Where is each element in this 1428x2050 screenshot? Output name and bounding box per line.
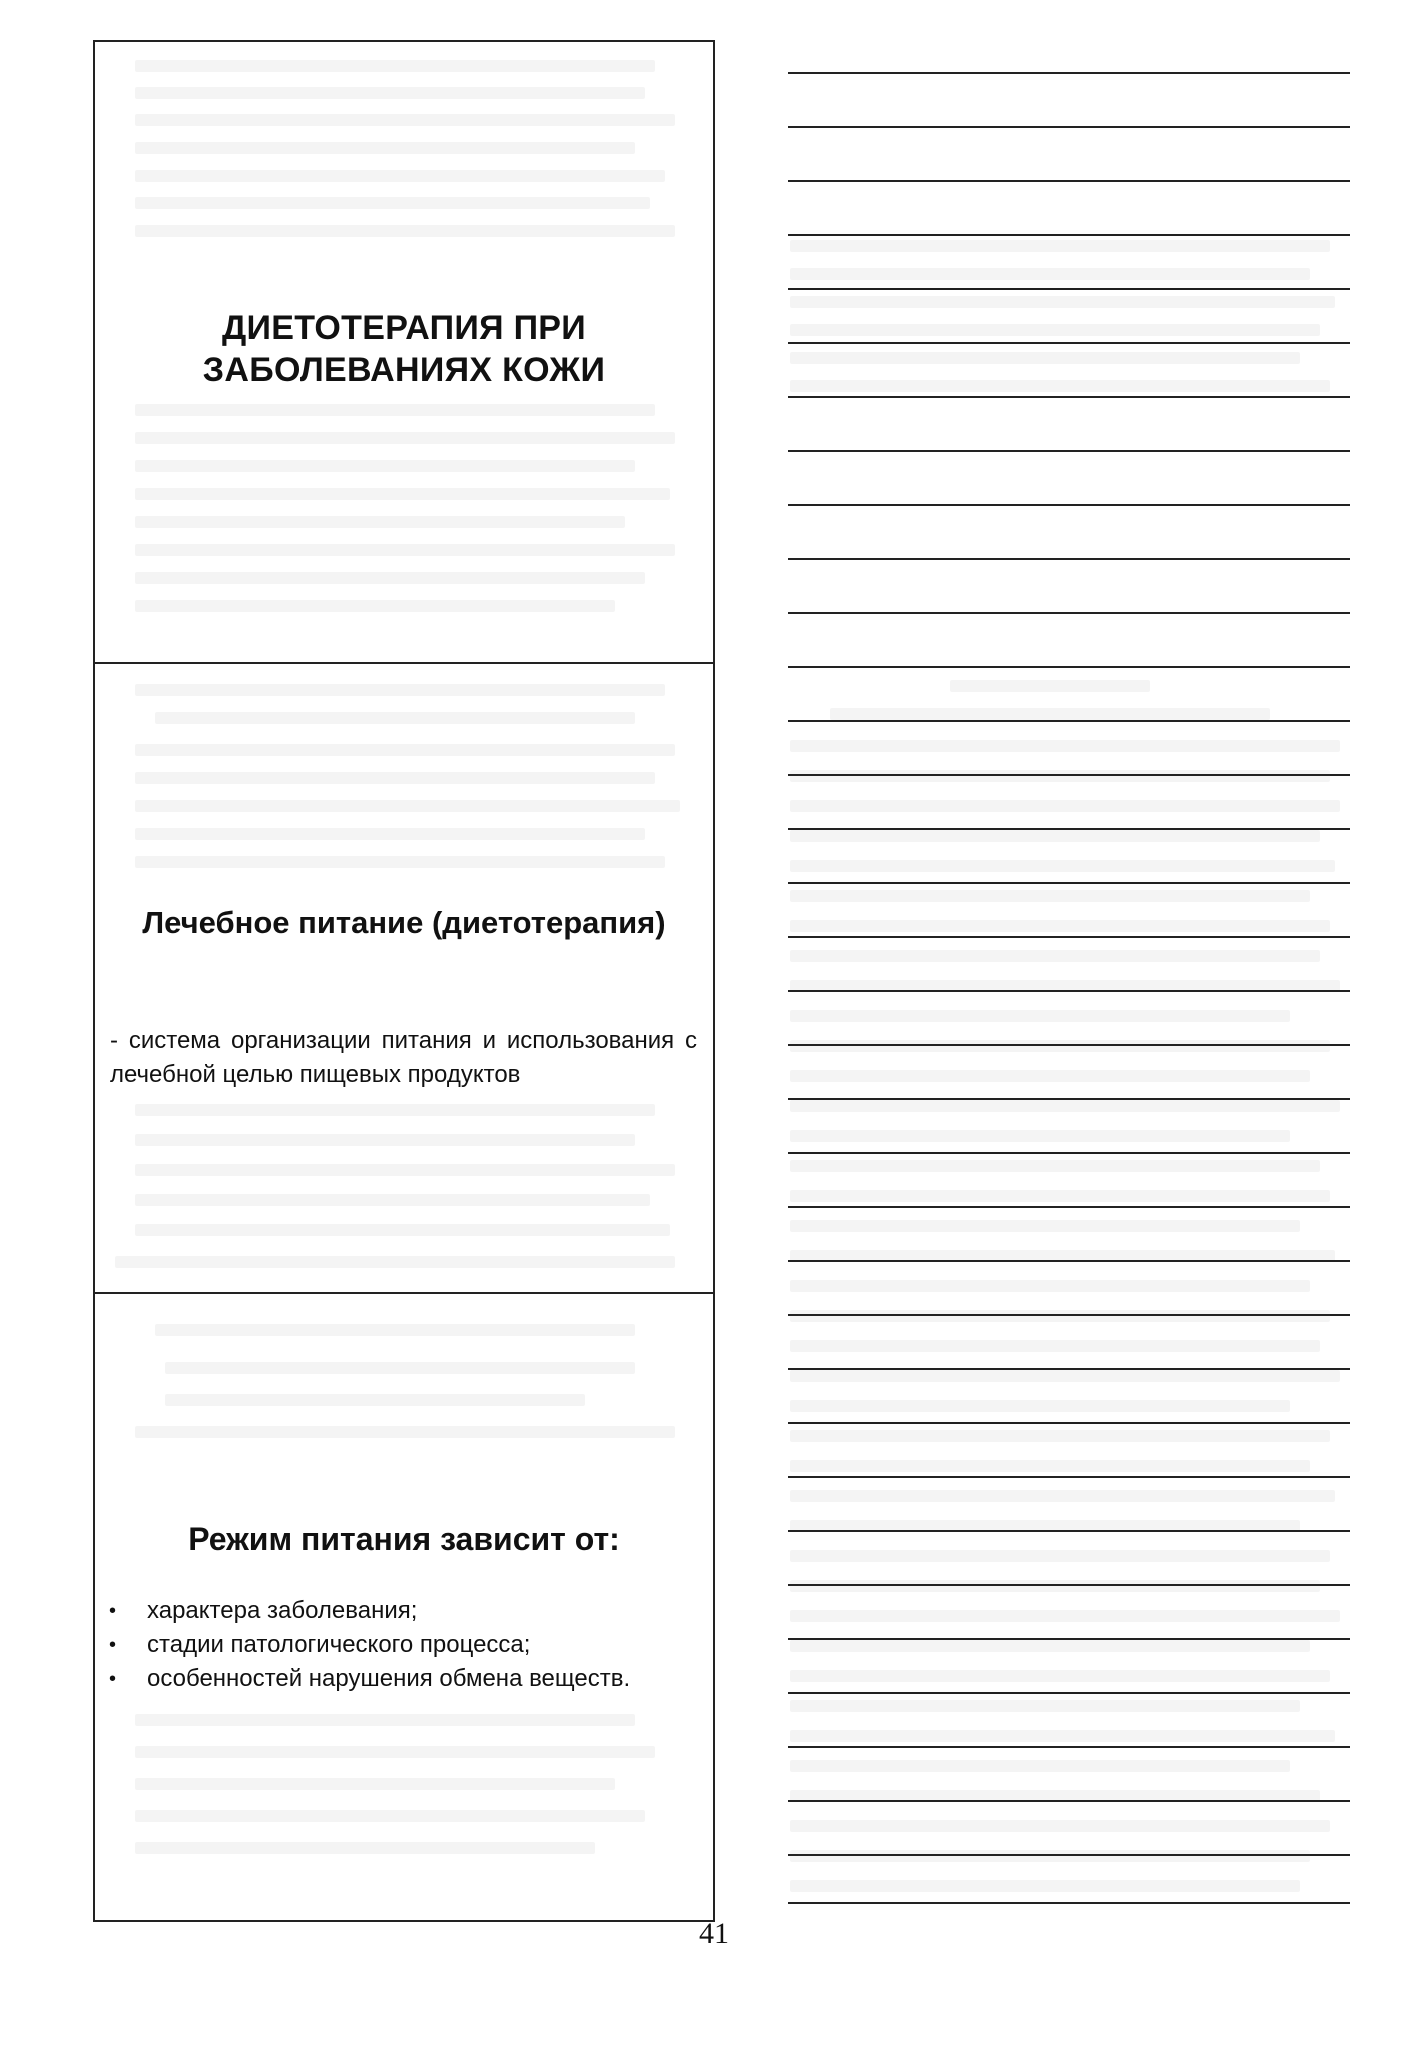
note-line — [788, 1902, 1350, 1904]
note-line — [788, 1692, 1350, 1694]
note-line — [788, 504, 1350, 506]
note-line — [788, 720, 1350, 722]
slide-title: Режим питания зависит от: — [188, 1521, 620, 1557]
notes-column — [770, 40, 1350, 1940]
list-item: • характера заболевания; — [107, 1594, 699, 1628]
note-line — [788, 1530, 1350, 1532]
note-line — [788, 1260, 1350, 1262]
note-line — [788, 558, 1350, 560]
slide-title: ДИЕТОТЕРАПИЯ ПРИ ЗАБОЛЕВАНИЯХ КОЖИ — [202, 309, 606, 389]
slide-therapeutic-nutrition — [95, 664, 713, 1294]
slide-title: Лечебное питание (диетотерапия) — [142, 905, 666, 940]
note-line — [788, 288, 1350, 290]
slide-diet-regime — [95, 1294, 713, 1922]
note-line — [788, 1314, 1350, 1316]
list-item: • особенностей нарушения обмена веществ. — [107, 1662, 699, 1696]
note-line — [788, 396, 1350, 398]
note-line — [788, 666, 1350, 668]
note-line — [788, 1368, 1350, 1370]
list-item: • стадии патологического процесса; — [107, 1628, 699, 1662]
regime-factors-list — [107, 1594, 699, 1696]
slide-diet-therapy-title — [95, 42, 713, 664]
note-line — [788, 936, 1350, 938]
note-line — [788, 774, 1350, 776]
note-line — [788, 450, 1350, 452]
note-line — [788, 1854, 1350, 1856]
page-number: 41 — [699, 1917, 729, 1950]
note-line — [788, 828, 1350, 830]
note-line — [788, 612, 1350, 614]
note-line — [788, 1476, 1350, 1478]
note-line — [788, 882, 1350, 884]
note-line — [788, 234, 1350, 236]
note-line — [788, 1044, 1350, 1046]
note-line — [788, 72, 1350, 74]
note-line — [788, 1152, 1350, 1154]
slides-column — [93, 40, 715, 1922]
definition-text: - система организации питания и использования с лечебной целью пищевых продуктов — [110, 1027, 697, 1088]
note-line — [788, 180, 1350, 182]
note-line — [788, 1584, 1350, 1586]
note-line — [788, 1638, 1350, 1640]
note-line — [788, 1098, 1350, 1100]
note-line — [788, 1206, 1350, 1208]
note-line — [788, 1422, 1350, 1424]
note-line — [788, 126, 1350, 128]
note-line — [788, 342, 1350, 344]
note-line — [788, 1746, 1350, 1748]
note-line — [788, 990, 1350, 992]
note-line — [788, 1800, 1350, 1802]
